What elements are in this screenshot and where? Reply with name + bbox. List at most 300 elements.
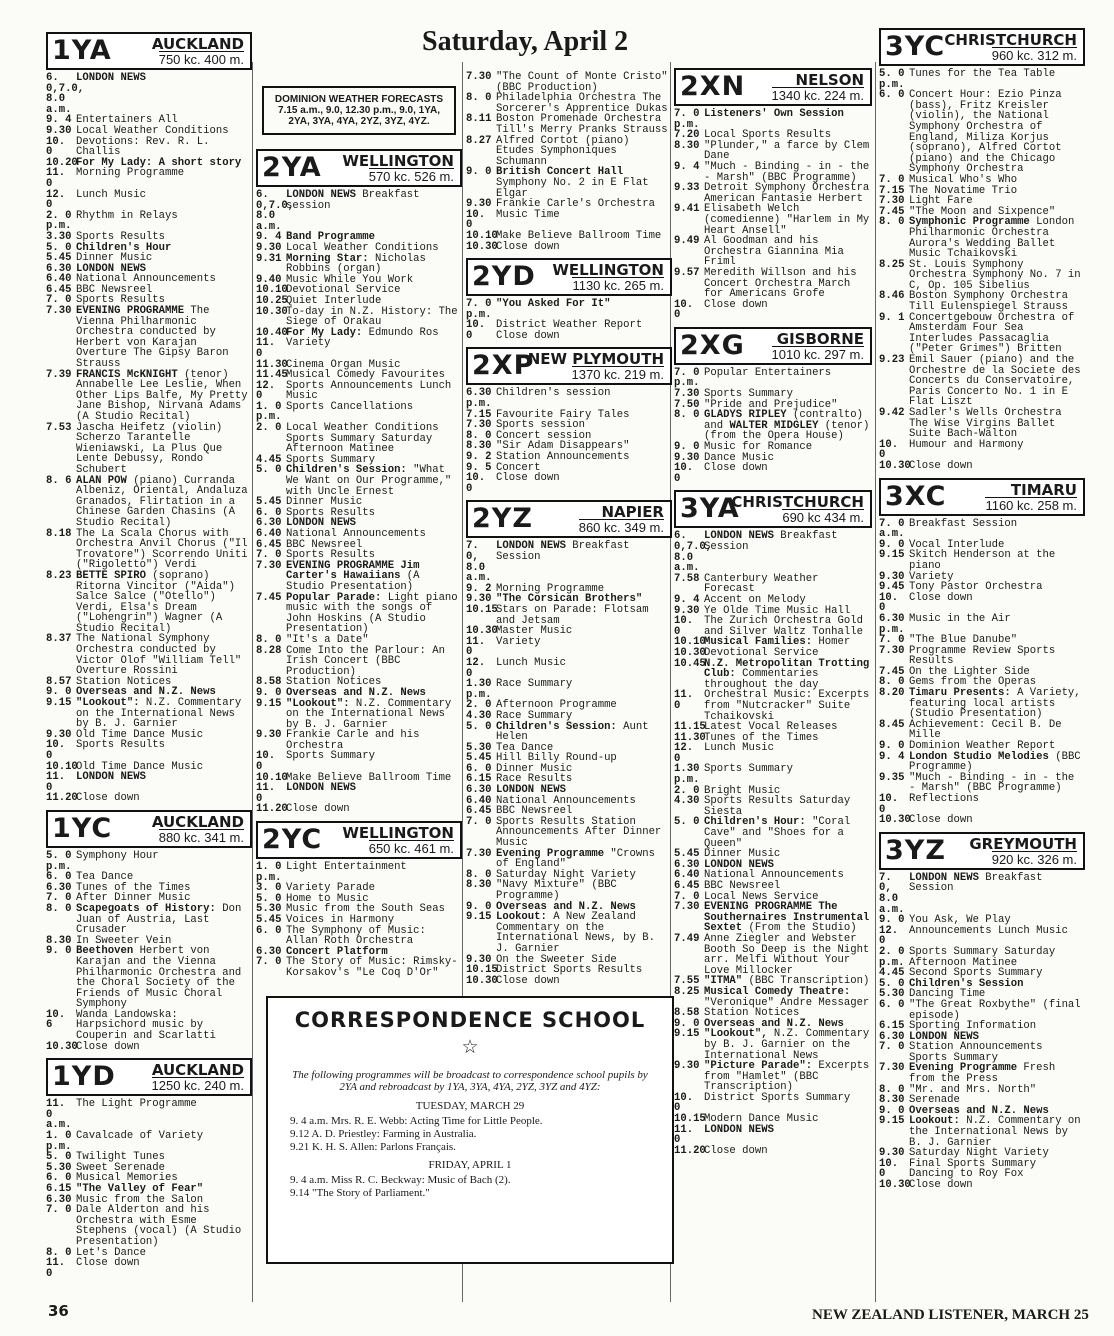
programme-title: London Studio Melodies (BBC Programme) — [909, 750, 1081, 774]
programme-title: Emil Sauer (piano) and the Orchestre de la Societe des Concerts du Conservatoire, Paris Concerto No. 1 in E Flat Liszt — [909, 354, 1081, 409]
programme-title: LONDON NEWS Breakfast Session — [496, 540, 630, 563]
programme-item — [466, 231, 672, 242]
programme-time: 9. 1 — [879, 311, 905, 324]
programme-title: Close down — [704, 298, 768, 311]
programme-title: Close down — [496, 974, 560, 987]
station-header — [256, 821, 462, 859]
programme-title: Close down — [909, 591, 973, 604]
programme-title: BBC Newsreel — [704, 880, 781, 892]
programme-item — [466, 242, 672, 253]
programme-time: 10. 0 — [879, 591, 899, 615]
programme-time: 6. 0,7.0, 8.0 a.m. — [674, 530, 713, 575]
programme-time: 4.30 — [674, 795, 700, 808]
programme-title: Sports Announcements Lunch Music — [286, 379, 452, 403]
programme-time: 9.30 — [674, 604, 700, 617]
station-header — [46, 810, 252, 848]
station-3yc — [879, 28, 1085, 472]
programme-time: 5. 0 — [256, 892, 282, 905]
programme-item — [879, 593, 1085, 614]
programme-time: 9.15 — [674, 1028, 700, 1041]
programme-time: 9.30 — [674, 1060, 700, 1073]
station-city: GISBORNE — [776, 329, 864, 348]
programme-title: Children's Session: "What We Want on Our Programme," with Uncle Ernest — [286, 464, 452, 498]
station-header — [466, 500, 672, 538]
station-callsign: 3YA — [680, 493, 740, 525]
station-2xn — [674, 68, 872, 321]
programme-time: 11. 0 — [46, 1257, 66, 1280]
programme-title: Close down — [76, 792, 140, 805]
station-2yc — [256, 821, 462, 979]
programme-time: 11. 0 a.m. — [46, 1098, 72, 1132]
programme-time: 10. 6 — [46, 1008, 66, 1032]
programme-time: 6.30 — [46, 881, 72, 894]
programme-item — [879, 1063, 1085, 1084]
station-frequency: 1250 kc. 240 m. — [151, 1078, 244, 1094]
programme-title: Scapegoats of History: Don Juan of Austria, Last Crusader — [76, 902, 242, 937]
programme-time: 7. 0 — [46, 1204, 72, 1217]
programme-time: 8. 0 — [879, 676, 905, 689]
programme-time: 7.30 — [879, 195, 905, 208]
programme-title: Serenade — [909, 1094, 960, 1107]
programme-time: 3. 0 — [256, 882, 282, 895]
programme-time: 10. 0 — [674, 615, 694, 638]
programme-item — [256, 751, 462, 772]
programme-title: Lunch Music — [496, 656, 566, 669]
programme-item — [674, 616, 872, 637]
programme-time: 4.30 — [466, 709, 492, 722]
programme-title: Sports Summary — [286, 750, 376, 763]
programme-title: Morning Programme — [76, 167, 185, 180]
station-city: CHRISTCHURCH — [944, 31, 1077, 49]
programme-title: Come Into the Parlour: An Irish Concert (BBC Production) — [286, 644, 445, 678]
programme-title: The Novatime Trio — [909, 184, 1018, 197]
programme-time: 8.30 — [466, 440, 492, 453]
station-city: AUCKLAND — [151, 1061, 244, 1080]
programme-time: 8.23 — [46, 569, 72, 582]
programme-time: 10. 0 — [466, 319, 486, 342]
programme-time: 9. 0 — [879, 740, 905, 753]
programme-time: 11.20 — [46, 792, 78, 805]
programme-time: 11.30 — [256, 358, 288, 371]
programme-time: 6.40 — [46, 273, 72, 286]
programme-time: 10.10 — [466, 229, 498, 242]
programme-time: 5. 0 — [674, 816, 700, 829]
programme-time: 7.45 — [879, 665, 905, 678]
programme-time: 6.30 — [466, 784, 492, 797]
programme-time: 9.15 — [46, 697, 72, 710]
programme-title: Sports Results — [76, 739, 166, 752]
programme-time: 8.25 — [674, 985, 700, 998]
programme-title: Evening Programme Fresh from the Press — [909, 1062, 1056, 1086]
programme-item — [46, 423, 252, 476]
programme-item — [466, 679, 672, 700]
programme-item — [674, 574, 872, 595]
programme-time: 6. 0 — [46, 1172, 72, 1185]
programme-time: 8. 6 — [46, 474, 72, 487]
programme-item — [256, 957, 462, 978]
programme-title: Sports Summary Saturday Afternoon Matinee — [909, 945, 1056, 969]
programme-item — [674, 934, 872, 976]
programme-item — [46, 370, 252, 423]
programme-time: 7. 0, 8.0 a.m. — [879, 871, 905, 916]
programme-time: 8.57 — [46, 675, 72, 688]
programme-title: Overseas and N.Z. News — [704, 1017, 844, 1030]
programme-time: 5. 0 — [879, 977, 905, 990]
programme-item — [466, 658, 672, 679]
programme-title: British Concert Hall Symphony No. 2 in E Flat Elgar — [496, 166, 649, 200]
programme-item — [674, 1061, 872, 1093]
programme-title: Morning Star: Nicholas Robbins (organ) — [286, 252, 426, 276]
programme-title: Frankie Carle and his Orchestra — [286, 729, 420, 752]
programme-title: "The Moon and Sixpence" — [909, 205, 1056, 218]
programme-title: Sadler's Wells Orchestra The Wise Virgins Ballet Suite Bach-Walton — [909, 407, 1062, 441]
programme-title: Dinner Music — [496, 762, 573, 775]
programme-time: 10.10 — [256, 284, 288, 297]
programme-time: 1. 0 p.m. — [46, 1130, 72, 1153]
programme-title: Modern Dance Music — [704, 1113, 819, 1126]
programme-time: 6. 0 — [879, 998, 905, 1011]
correspondence-item: 9. 4 a.m. Mrs. R. E. Webb: Acting Time for Little People. — [290, 1115, 543, 1127]
page-number: 36 — [48, 1302, 69, 1320]
programme-title: Lookout: A New Zealand Commentary on the International News, by B. J. Garnier — [496, 911, 655, 955]
programme-title: Children's Session — [909, 977, 1024, 990]
star-icon: ☆ — [461, 1037, 479, 1058]
programme-item — [466, 817, 672, 849]
correspondence-title: CORRESPONDENCE SCHOOL — [294, 1008, 646, 1032]
programme-time: 10.10 — [256, 771, 288, 784]
programme-time: 7.30 — [674, 901, 700, 914]
programme-item — [256, 254, 462, 275]
programme-time: 6.15 — [46, 1183, 72, 1195]
programme-title: "The Blue Danube" — [909, 634, 1018, 647]
programme-time: 8. 0 — [46, 902, 72, 915]
programme-item — [879, 260, 1085, 292]
programme-item — [46, 73, 252, 115]
column-5 — [879, 28, 1085, 1191]
programme-item — [256, 423, 462, 455]
programme-title: Race Results — [496, 773, 573, 786]
station-callsign: 1YC — [52, 812, 113, 844]
programme-item — [256, 646, 462, 678]
programme-time: 9. 0 — [256, 686, 282, 699]
programme-title: Local Sports Results — [704, 129, 832, 142]
station-1yd — [46, 1058, 252, 1279]
station-callsign: 2YA — [262, 152, 322, 183]
programme-title: BBC Newsreel — [76, 283, 153, 296]
programme-item — [46, 211, 252, 232]
programme-time: 11.45 — [256, 369, 288, 382]
station-3ya — [674, 490, 872, 1156]
programme-title: Light Entertainment — [286, 861, 407, 874]
programme-time: 6.30 — [879, 1030, 905, 1043]
programme-time: 9. 0 — [879, 914, 905, 927]
weather-times: 7.15 a.m., 9.0, 12.30 p.m., 9.0, 1YA, 2YA, 3YA, 4YA, 2YZ, 3YZ, 4YZ. — [278, 105, 440, 127]
programme-title: Sports Results Station Announcements After Dinner Music — [496, 815, 662, 850]
station-frequency: 750 kc. 400 m. — [158, 52, 244, 67]
programme-time: 10. 0 — [674, 462, 694, 485]
programme-time: 7. 0 — [879, 1041, 905, 1054]
programme-title: Symphony Hour — [76, 849, 159, 862]
programme-time: 5. 0 — [256, 464, 282, 477]
programme-time: 10.15 — [674, 1113, 706, 1126]
programme-title: Local Weather Conditions — [76, 124, 229, 137]
programme-title: Final Sports Summary Dancing to Roy Fox — [909, 1157, 1037, 1181]
programme-title: Boston Symphony Orchestra Till Eulenspiegel Strauss — [909, 290, 1068, 314]
programme-title: Tunes of the Times — [704, 731, 819, 744]
programme-item — [879, 1042, 1085, 1063]
station-3yz — [879, 832, 1085, 1191]
programme-title: ALAN POW (piano) Curranda Albeniz, Oriental, Andaluza Granados, Flirtation in a Chinese Garden Chasins (A Studio Recital) — [76, 474, 248, 529]
programme-time: 10.15 — [466, 603, 498, 616]
programme-item — [46, 1184, 252, 1195]
programme-time: 7. 0 — [256, 549, 282, 562]
programme-time: 6.30 p.m. — [879, 612, 905, 636]
programme-item — [256, 862, 462, 883]
programme-time: 8. 0 — [879, 216, 905, 229]
programme-title: Devotions: Rev. R. L. Challis — [76, 135, 210, 159]
programme-time: 7.20 — [674, 129, 700, 142]
station-city: WELLINGTON — [342, 824, 454, 843]
station-frequency: 570 kc. 526 m. — [368, 169, 454, 184]
programme-item — [879, 947, 1085, 968]
programme-item — [46, 1131, 252, 1152]
column-3 — [466, 72, 672, 986]
programme-title: Sports Summary — [286, 453, 376, 466]
station-callsign: 2XG — [680, 329, 745, 361]
programme-time: 5. 0 — [466, 720, 492, 733]
station-city: WELLINGTON — [552, 261, 664, 280]
programme-time: 9.41 — [674, 203, 700, 216]
programme-item — [879, 440, 1085, 461]
programme-item — [674, 817, 872, 849]
weather-title: DOMINION WEATHER FORECASTS — [274, 94, 444, 105]
programme-item — [879, 646, 1085, 667]
programme-item — [879, 794, 1085, 815]
programme-item — [466, 167, 672, 199]
programme-title: Reflections — [909, 793, 979, 805]
programme-title: Popular Entertainers — [704, 366, 832, 379]
programme-time: 12. 0 — [879, 924, 899, 948]
programme-title: N.Z. Metropolitan Trotting Club: Commentaries throughout the day — [704, 657, 870, 691]
programme-time: 1. 0 p.m. — [256, 861, 282, 884]
programme-title: Band Programme — [286, 231, 376, 244]
programme-title: The La Scala Chorus with Orchestra Anvil Chorus ("Il Trovatore") Scorrendo Uniti ("Rigoletto") Verdi — [76, 527, 248, 572]
programme-time: 8. 0 — [674, 409, 700, 422]
programme-item — [256, 635, 462, 646]
programme-item — [879, 720, 1085, 741]
programme-title: Let's Dance — [76, 1246, 146, 1259]
programme-time: 7.45 — [256, 591, 282, 604]
programme-time: 1.30 p.m. — [674, 763, 700, 787]
programme-title: Overseas and N.Z. News — [496, 900, 636, 913]
programme-item — [674, 1093, 872, 1114]
programme-time: 7.39 — [46, 368, 72, 381]
station-city: AUCKLAND — [151, 35, 244, 53]
programme-title: Overseas and N.Z. News — [909, 1104, 1049, 1117]
programme-time: 10.30 — [466, 625, 498, 638]
programme-title: Announcements Lunch Music — [909, 924, 1068, 937]
programme-time: 9.30 — [46, 124, 72, 137]
programme-title: Sweet Serenade — [76, 1161, 166, 1174]
programme-time: 10.30 — [466, 240, 498, 253]
programme-item — [46, 740, 252, 761]
programme-title: Dance Music — [704, 451, 774, 464]
programme-title: Cavalcade of Variety — [76, 1130, 204, 1143]
programme-time: 10.40 — [256, 326, 288, 339]
programme-title: LONDON NEWS Breakfast Session — [704, 530, 838, 553]
publication-footer: NEW ZEALAND LISTENER, MARCH 25 — [812, 1307, 1089, 1323]
programme-title: Race Summary — [496, 709, 573, 722]
station-frequency: 880 kc. 341 m. — [158, 829, 244, 845]
programme-item — [256, 915, 462, 926]
programme-item — [46, 306, 252, 370]
programme-title: "It's a Date" — [286, 633, 369, 646]
programme-item — [879, 69, 1085, 90]
programme-item — [466, 320, 672, 341]
programme-time: 9. 4 — [46, 114, 72, 127]
programme-title: Lookout: N.Z. Commentary on the International News by B. J. Garnier — [909, 1115, 1081, 1149]
programme-title: Music in the Air — [909, 612, 1011, 625]
programme-time: 6.40 — [466, 794, 492, 807]
programme-item — [256, 730, 462, 751]
programme-item — [674, 183, 872, 204]
programme-time: 9.30 — [466, 593, 492, 606]
programme-time: 9.30 — [46, 728, 72, 741]
programme-item — [256, 338, 462, 359]
programme-title: Timaru Presents: A Variety, featuring local artists (Studio Presentation) — [909, 687, 1081, 721]
programme-time: 9.30 — [879, 1147, 905, 1160]
programme-time: 4.45 — [879, 967, 905, 980]
programme-item — [46, 529, 252, 571]
programme-time: 5. 0 — [46, 241, 72, 254]
programme-time: 7.15 — [879, 184, 905, 197]
programme-time: 6.45 — [256, 538, 282, 551]
programme-title: Station Announcements Sports Summary — [909, 1041, 1043, 1064]
programme-title: For My Lady: Edmundo Ros — [286, 326, 439, 339]
programme-title: Second Sports Summary — [909, 967, 1043, 980]
programme-item — [466, 605, 672, 626]
programme-time: 8.20 — [879, 687, 905, 700]
programme-title: The Light Programme — [76, 1098, 197, 1111]
programme-item — [879, 217, 1085, 259]
programme-time: 7. 0, 8.0 a.m. — [466, 540, 492, 585]
programme-item — [46, 793, 252, 804]
programme-title: Local News Service — [704, 890, 819, 903]
programme-title: "Lookout": N.Z. Commentary on the International News by B. J. Garnier — [76, 697, 242, 731]
programme-title: EVENING PROGRAMME The Vienna Philharmonic Orchestra conducted by Herbert von Karajan Overture The Gipsy Baron Strauss — [76, 305, 229, 371]
programme-time: 9.49 — [674, 235, 700, 248]
programme-title: "Lookout": N.Z. Commentary on the International News by B. J. Garnier — [286, 697, 452, 731]
programme-title: Master Music — [496, 625, 573, 638]
station-frequency: 920 kc. 326 m. — [991, 851, 1077, 867]
programme-title: Popular Parade: Light piano music with the songs of John Hoskins (A Studio Presentation) — [286, 591, 458, 636]
programme-time: 8.27 — [466, 134, 492, 147]
programme-time: 7.45 — [879, 205, 905, 218]
station-callsign: 2YC — [262, 824, 323, 856]
station-city: TIMARU — [1010, 480, 1077, 499]
programme-item — [674, 410, 872, 442]
programme-item — [674, 881, 872, 892]
programme-time: 2. 0 p.m. — [46, 209, 72, 233]
programme-item — [46, 126, 252, 137]
programme-time: 9. 0 — [879, 538, 905, 551]
programme-title: "The Great Roxbythe" (final episode) — [909, 998, 1081, 1022]
programme-title: Music from the South Seas — [286, 903, 445, 916]
programme-title: "Pride and Prejudice" — [704, 398, 838, 411]
programme-time: 5.30 — [46, 1161, 72, 1174]
programme-time: 9.33 — [674, 182, 700, 195]
programme-time: 6.30 — [256, 517, 282, 530]
programme-time: 2. 0 — [466, 699, 492, 712]
programme-title: To-day in N.Z. History: The Siege of Orakau — [286, 305, 458, 329]
programme-time: 6.40 — [256, 528, 282, 540]
programme-title: District Sports Results — [496, 964, 643, 977]
programme-item — [466, 976, 672, 987]
programme-title: Entertainers All — [76, 114, 178, 127]
programme-title: Variety — [909, 570, 954, 583]
programme-title: Local Weather Conditions — [286, 241, 439, 254]
station-city: WELLINGTON — [342, 152, 454, 170]
programme-title: Saturday Night Variety — [909, 1147, 1049, 1160]
programme-time: 9.15 — [879, 549, 905, 562]
programme-time: 10.30 — [466, 974, 498, 987]
programme-title: "Much - Binding - in - the - Marsh" (BBC Programme) — [909, 771, 1075, 795]
programme-title: Devotional Service — [704, 646, 819, 659]
programme-item — [46, 571, 252, 635]
programme-title: Dancing Time — [909, 988, 986, 1001]
programme-item — [674, 109, 872, 130]
station-header — [466, 258, 672, 296]
programme-time: 9. 5 — [466, 461, 492, 474]
programme-title: Humour and Harmony — [909, 438, 1024, 451]
column-1 — [46, 32, 252, 1279]
programme-item — [879, 1116, 1085, 1148]
programme-title: Light Fare — [909, 195, 973, 208]
station-2ya — [256, 149, 462, 815]
programme-time: 7. 0 — [256, 956, 282, 969]
programme-time: 10. 0 — [674, 298, 694, 322]
programme-title: Make Believe Ballroom Time — [286, 771, 452, 784]
programme-title: Concert Hour: Ezio Pinza (bass), Fritz Kreisler (violin), the National Symphony Orchestra of England, Miliza Korjus (soprano), Alfred Cortot (piano) and the Chicago Symphony Orchestra — [909, 89, 1062, 176]
programme-time: 8.58 — [256, 676, 282, 689]
programme-time: 9.15 — [466, 911, 492, 924]
programme-title: Music While You Work — [286, 273, 414, 286]
programme-time: 6.30 — [256, 945, 282, 958]
programme-time: 7. 0 — [46, 892, 72, 905]
programme-title: Beethoven Herbert von Karajan and the Vienna Philharmonic Orchestra and the Choral Society of the Friends of Music Choral Symphony — [76, 945, 242, 1011]
programme-title: "Lookout", N.Z. Commentary by B. J. Garnier on the International News — [704, 1028, 870, 1062]
programme-title: Music Time — [496, 208, 560, 221]
programme-title: Sporting Information — [909, 1020, 1037, 1033]
programme-title: Tunes of the Times — [76, 881, 191, 894]
programme-title: Sports Results — [76, 294, 166, 307]
programme-time: 6. 0 — [256, 506, 282, 519]
programme-time: 10.25 — [256, 294, 288, 307]
programme-title: Ye Olde Time Music Hall — [704, 604, 851, 617]
programme-title: Children's Session: Aunt Helen — [496, 720, 649, 744]
programme-title: Local Weather Conditions Sports Summary Saturday Afternoon Matinee — [286, 422, 439, 456]
programme-time: 10. 0 — [879, 793, 899, 816]
programme-time: 7.30 — [466, 419, 492, 432]
programme-time: 5.45 — [46, 252, 72, 265]
programme-title: "Navy Mixture" (BBC Programme) — [496, 879, 617, 902]
programme-title: Children's Hour — [76, 241, 172, 254]
programme-title: Old Time Dance Music — [76, 728, 204, 741]
programme-title: Vocal Interlude — [909, 538, 1005, 551]
programme-time: 8.28 — [256, 644, 282, 657]
programme-time: 8.30 — [46, 934, 72, 947]
programme-title: Close down — [286, 803, 350, 816]
